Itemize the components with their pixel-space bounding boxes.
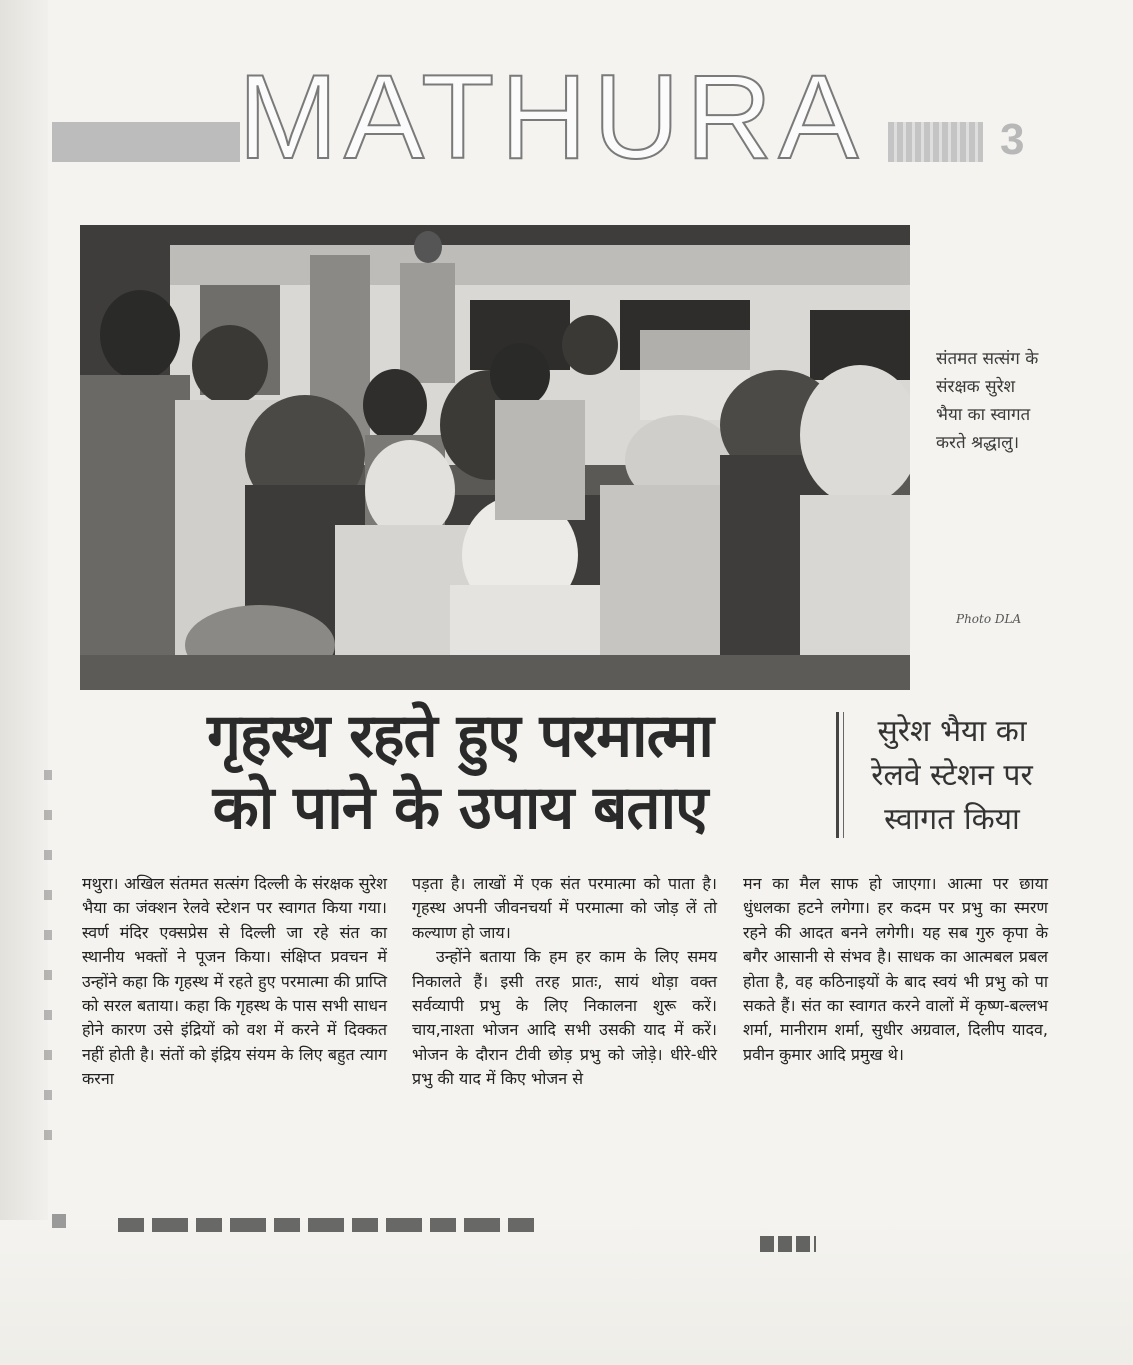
article-paragraph: मन का मैल साफ हो जाएगा। आत्मा पर छाया धुंधलका हटने लगेगा। हर कदम पर प्रभु का स्मरण रहने की आदत बनने लगेगी। यह सब गुरु कृपा के बगैर आसानी से संभव है। साधक का आत्मबल प्रबल होता है, वह कठिनाइयों के बाद स्वयं भी प्रभु को पा सकते हैं। संत का स्वागत करने वालों में कृष्ण-बल्लभ शर्मा, मानीराम शर्मा, सुधीर अग्रवाल, दिलीप यादव, प्रवीन कुमार आदि प्रमुख थे। (743, 874, 1048, 1064)
masthead-title: MATHURA (238, 50, 865, 184)
cutoff-mark (52, 1214, 66, 1228)
headline (90, 700, 830, 850)
photo-caption: संतमत सत्संग के संरक्षक सुरेश भैया का स्वागत करते श्रद्धालु। (936, 349, 1039, 453)
scan-artifact-marks (44, 770, 52, 1160)
masthead-bar-left (52, 122, 240, 162)
article-paragraph: पड़ता है। लाखों में एक संत परमात्मा को पाता है। गृहस्थ अपनी जीवनचर्या में परमात्मा को जोड़ लें तो कल्याण हो जाय। (412, 874, 717, 942)
subhead-line-1: सुरेश भैया का (877, 714, 1027, 749)
subhead-line-2: रेलवे स्टेशन पर (871, 758, 1033, 793)
masthead-bar-right (888, 122, 983, 162)
photo-credit: Photo DLA (956, 612, 1022, 626)
article-column-2 (412, 872, 717, 1092)
subheadline (852, 710, 1052, 842)
news-photo (80, 225, 910, 690)
article-paragraph: उन्होंने बताया कि हम हर काम के लिए समय निकालते हैं। इसी तरह प्रातः, सायं थोड़ा वक्त सर्वव्यापी प्रभु के लिए निकालना शुरू करें। चाय,नाश्ता भोजन आदि सभी उसकी याद में करें। भोजन के दौरान टीवी छोड़ प्रभु को जोड़े। धीरे-धीरे प्रभु की याद में किए भोजन से (412, 947, 717, 1089)
cutoff-text-fragment (118, 1218, 538, 1232)
page-number: 3 (1000, 115, 1025, 164)
headline-line-1: गृहस्थ रहते हुए परमात्मा (207, 701, 713, 771)
article-column-1 (82, 872, 387, 1092)
cutoff-text-fragment (760, 1236, 816, 1252)
headline-line-2: को पाने के उपाय बताए (212, 773, 708, 843)
subhead-line-3: स्वागत किया (884, 802, 1020, 837)
article-column-3 (743, 872, 1048, 1067)
headline-divider (836, 712, 839, 838)
scan-left-edge (0, 0, 48, 1365)
photo-crowd-train-icon (80, 225, 910, 690)
article-paragraph: मथुरा। अखिल संतमत सत्संग दिल्ली के संरक्षक सुरेश भैया का जंक्शन रेलवे स्टेशन पर स्वागत किया गया। स्वर्ण मंदिर एक्सप्रेस से दिल्ली जा रहे संत का स्थानीय भक्तों ने पूजन किया। संक्षिप्त प्रवचन में उन्होंने कहा कि गृहस्थ में रहते हुए परमात्मा की प्राप्ति को सरल बताया। कहा कि गृहस्थ के पास सभी साधन होने कारण उसे इंद्रियों को वश में करने में दिक्कत नहीं होती है। संतों को इंद्रिय संयम के लिए बहुत त्याग करना (82, 874, 387, 1089)
headline-divider-thin (843, 712, 844, 838)
scan-bottom-edge (0, 1220, 1133, 1365)
